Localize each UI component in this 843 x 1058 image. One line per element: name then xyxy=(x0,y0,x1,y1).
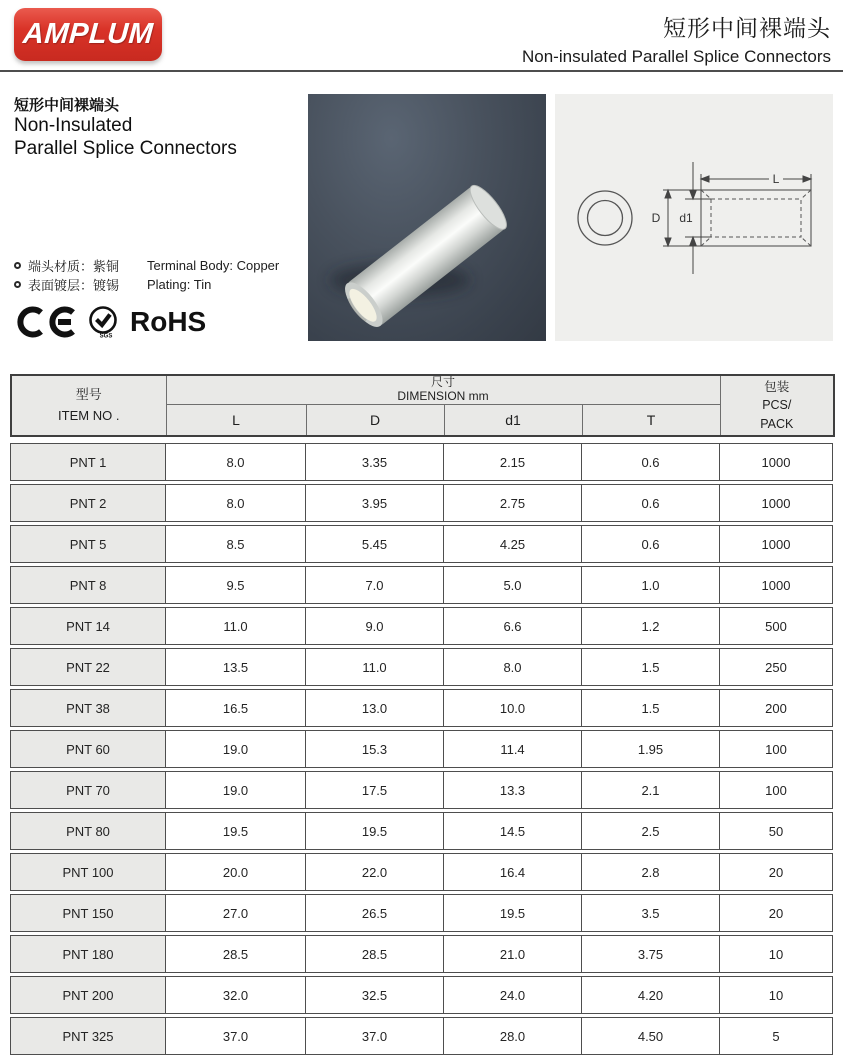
dim-D-cell: 19.5 xyxy=(305,812,443,850)
item-no-cell: PNT 22 xyxy=(10,648,165,686)
dim-d1-cell: 16.4 xyxy=(443,853,581,891)
item-no-cell: PNT 1 xyxy=(10,443,165,481)
table-row xyxy=(10,730,833,768)
item-no-cell: PNT 325 xyxy=(10,1017,165,1055)
dim-T-cell: 0.6 xyxy=(581,525,719,563)
sgs-mark-icon xyxy=(85,304,121,340)
product-description xyxy=(14,94,299,341)
outer-diameter-label: D xyxy=(651,211,661,225)
dim-L-cell: 20.0 xyxy=(165,853,305,891)
product-name-chinese: 短形中间裸端头 xyxy=(14,97,120,114)
col-header-dimension xyxy=(166,375,720,404)
page-title-english: Non-insulated Parallel Splice Connectors xyxy=(522,47,831,66)
connector-tube-image xyxy=(308,94,546,341)
side-view-bore-dashed xyxy=(711,199,801,237)
page-header xyxy=(0,0,843,67)
dim-T-cell: 3.75 xyxy=(581,935,719,973)
dim-L-cell: 16.5 xyxy=(165,689,305,727)
pack-cell: 500 xyxy=(719,607,833,645)
pack-cell: 10 xyxy=(719,976,833,1014)
item-no-cell: PNT 8 xyxy=(10,566,165,604)
dim-d1-cell: 13.3 xyxy=(443,771,581,809)
col-header-d1: d1 xyxy=(444,404,582,436)
dim-D-cell: 28.5 xyxy=(305,935,443,973)
table-row xyxy=(10,894,833,932)
amplum-logo-text: AMPLUM xyxy=(21,18,155,50)
dim-D-cell: 3.35 xyxy=(305,443,443,481)
dim-L-cell: 19.0 xyxy=(165,771,305,809)
pack-cell: 10 xyxy=(719,935,833,973)
pack-cell: 20 xyxy=(719,853,833,891)
dim-D-cell: 7.0 xyxy=(305,566,443,604)
pack-cell: 200 xyxy=(719,689,833,727)
pack-cell: 1000 xyxy=(719,566,833,604)
dim-L-cell: 28.5 xyxy=(165,935,305,973)
table-row xyxy=(10,853,833,891)
pack-cell: 5 xyxy=(719,1017,833,1055)
dim-T-cell: 1.5 xyxy=(581,689,719,727)
pack-cell: 1000 xyxy=(719,443,833,481)
dim-T-cell: 0.6 xyxy=(581,484,719,522)
dim-L-cell: 11.0 xyxy=(165,607,305,645)
dim-d1-cell: 6.6 xyxy=(443,607,581,645)
pack-cell: 100 xyxy=(719,730,833,768)
dim-L-cell: 19.0 xyxy=(165,730,305,768)
end-view-inner-circle xyxy=(588,201,623,236)
length-dimension-label: L xyxy=(772,172,780,186)
spec-table-header xyxy=(10,374,835,437)
dim-T-cell: 1.2 xyxy=(581,607,719,645)
table-row xyxy=(10,648,833,686)
spec-plating-chinese: 表面镀层：镀锡 xyxy=(28,278,120,293)
pack-cell: 1000 xyxy=(719,525,833,563)
col-header-item-no xyxy=(11,375,166,436)
dim-D-cell: 26.5 xyxy=(305,894,443,932)
product-photo xyxy=(308,94,546,341)
col-header-item-no-en: ITEM NO . xyxy=(58,407,120,423)
item-no-cell: PNT 70 xyxy=(10,771,165,809)
dimension-diagram xyxy=(555,94,833,341)
col-header-pack-en1: PCS/ xyxy=(762,398,792,413)
pack-cell: 50 xyxy=(719,812,833,850)
pack-cell: 100 xyxy=(719,771,833,809)
inner-diameter-label: d1 xyxy=(679,211,693,225)
col-header-pack-en2: PACK xyxy=(760,416,794,431)
table-row xyxy=(10,1017,833,1055)
table-row xyxy=(10,935,833,973)
dim-T-cell: 1.0 xyxy=(581,566,719,604)
spec-plating xyxy=(14,275,299,294)
dim-L-cell: 19.5 xyxy=(165,812,305,850)
dim-L-cell: 37.0 xyxy=(165,1017,305,1055)
product-info-section xyxy=(14,94,833,341)
dim-d1-cell: 4.25 xyxy=(443,525,581,563)
col-header-T: T xyxy=(582,404,720,436)
item-no-cell: PNT 38 xyxy=(10,689,165,727)
dim-d1-cell: 2.75 xyxy=(443,484,581,522)
table-row xyxy=(10,525,833,563)
end-view-outer-circle xyxy=(578,191,632,245)
certification-marks xyxy=(14,303,299,341)
dim-D-cell: 22.0 xyxy=(305,853,443,891)
item-no-cell: PNT 100 xyxy=(10,853,165,891)
spec-table-section xyxy=(10,374,833,1058)
dim-D-cell: 5.45 xyxy=(305,525,443,563)
table-row xyxy=(10,812,833,850)
product-name-english-line2: Parallel Splice Connectors xyxy=(14,137,237,159)
dim-T-cell: 2.8 xyxy=(581,853,719,891)
dim-T-cell: 4.50 xyxy=(581,1017,719,1055)
dim-T-cell: 1.5 xyxy=(581,648,719,686)
dim-D-cell: 3.95 xyxy=(305,484,443,522)
dim-D-cell: 9.0 xyxy=(305,607,443,645)
col-header-pack xyxy=(720,375,834,436)
dim-D-cell: 15.3 xyxy=(305,730,443,768)
dim-d1-cell: 19.5 xyxy=(443,894,581,932)
pack-cell: 250 xyxy=(719,648,833,686)
ce-mark-icon xyxy=(14,305,76,339)
page-title-chinese: 短形中间裸端头 xyxy=(663,15,831,41)
dim-L-cell: 9.5 xyxy=(165,566,305,604)
table-row xyxy=(10,484,833,522)
dim-T-cell: 2.5 xyxy=(581,812,719,850)
dim-T-cell: 4.20 xyxy=(581,976,719,1014)
dim-L-cell: 8.5 xyxy=(165,525,305,563)
dim-D-cell: 37.0 xyxy=(305,1017,443,1055)
dim-d1-cell: 24.0 xyxy=(443,976,581,1014)
dim-T-cell: 1.95 xyxy=(581,730,719,768)
item-no-cell: PNT 180 xyxy=(10,935,165,973)
spec-table-body xyxy=(10,440,833,1058)
col-header-dimension-zh: 尺寸 xyxy=(431,375,456,389)
dim-d1-cell: 10.0 xyxy=(443,689,581,727)
dim-T-cell: 3.5 xyxy=(581,894,719,932)
dim-d1-cell: 11.4 xyxy=(443,730,581,768)
item-no-cell: PNT 14 xyxy=(10,607,165,645)
col-header-pack-zh: 包装 xyxy=(764,380,790,395)
item-no-cell: PNT 2 xyxy=(10,484,165,522)
col-header-item-no-zh: 型号 xyxy=(75,387,102,403)
dim-T-cell: 2.1 xyxy=(581,771,719,809)
pack-cell: 1000 xyxy=(719,484,833,522)
product-name-english-line1: Non-Insulated xyxy=(14,115,133,136)
table-row xyxy=(10,607,833,645)
item-no-cell: PNT 80 xyxy=(10,812,165,850)
spec-material xyxy=(14,256,299,275)
spec-material-english: Terminal Body: Copper xyxy=(147,258,280,273)
dim-L-cell: 27.0 xyxy=(165,894,305,932)
side-view-outline xyxy=(701,190,811,246)
table-row xyxy=(10,976,833,1014)
ring-bullet-icon xyxy=(14,262,21,269)
dim-L-cell: 13.5 xyxy=(165,648,305,686)
spec-material-chinese: 端头材质：紫铜 xyxy=(28,259,120,274)
item-no-cell: PNT 60 xyxy=(10,730,165,768)
col-header-L: L xyxy=(166,404,306,436)
dim-d1-cell: 28.0 xyxy=(443,1017,581,1055)
dim-d1-cell: 21.0 xyxy=(443,935,581,973)
dim-D-cell: 11.0 xyxy=(305,648,443,686)
col-header-D: D xyxy=(306,404,444,436)
dim-D-cell: 17.5 xyxy=(305,771,443,809)
spec-plating-english: Plating: Tin xyxy=(147,277,212,292)
dim-d1-cell: 2.15 xyxy=(443,443,581,481)
dim-L-cell: 8.0 xyxy=(165,443,305,481)
item-no-cell: PNT 5 xyxy=(10,525,165,563)
dim-d1-cell: 14.5 xyxy=(443,812,581,850)
dim-T-cell: 0.6 xyxy=(581,443,719,481)
table-row xyxy=(10,689,833,727)
rohs-label: RoHS xyxy=(130,306,207,337)
dim-D-cell: 13.0 xyxy=(305,689,443,727)
dim-d1-cell: 8.0 xyxy=(443,648,581,686)
header-divider xyxy=(0,70,843,72)
item-no-cell: PNT 150 xyxy=(10,894,165,932)
dim-d1-cell: 5.0 xyxy=(443,566,581,604)
ring-bullet-icon xyxy=(14,281,21,288)
pack-cell: 20 xyxy=(719,894,833,932)
dim-D-cell: 32.5 xyxy=(305,976,443,1014)
dim-L-cell: 8.0 xyxy=(165,484,305,522)
col-header-dimension-en: DIMENSION mm xyxy=(397,388,489,403)
header-titles xyxy=(522,8,831,67)
table-row xyxy=(10,566,833,604)
amplum-logo xyxy=(14,8,162,61)
sgs-mark-label: SGS xyxy=(99,333,113,340)
item-no-cell: PNT 200 xyxy=(10,976,165,1014)
table-row xyxy=(10,443,833,481)
table-row xyxy=(10,771,833,809)
dim-L-cell: 32.0 xyxy=(165,976,305,1014)
